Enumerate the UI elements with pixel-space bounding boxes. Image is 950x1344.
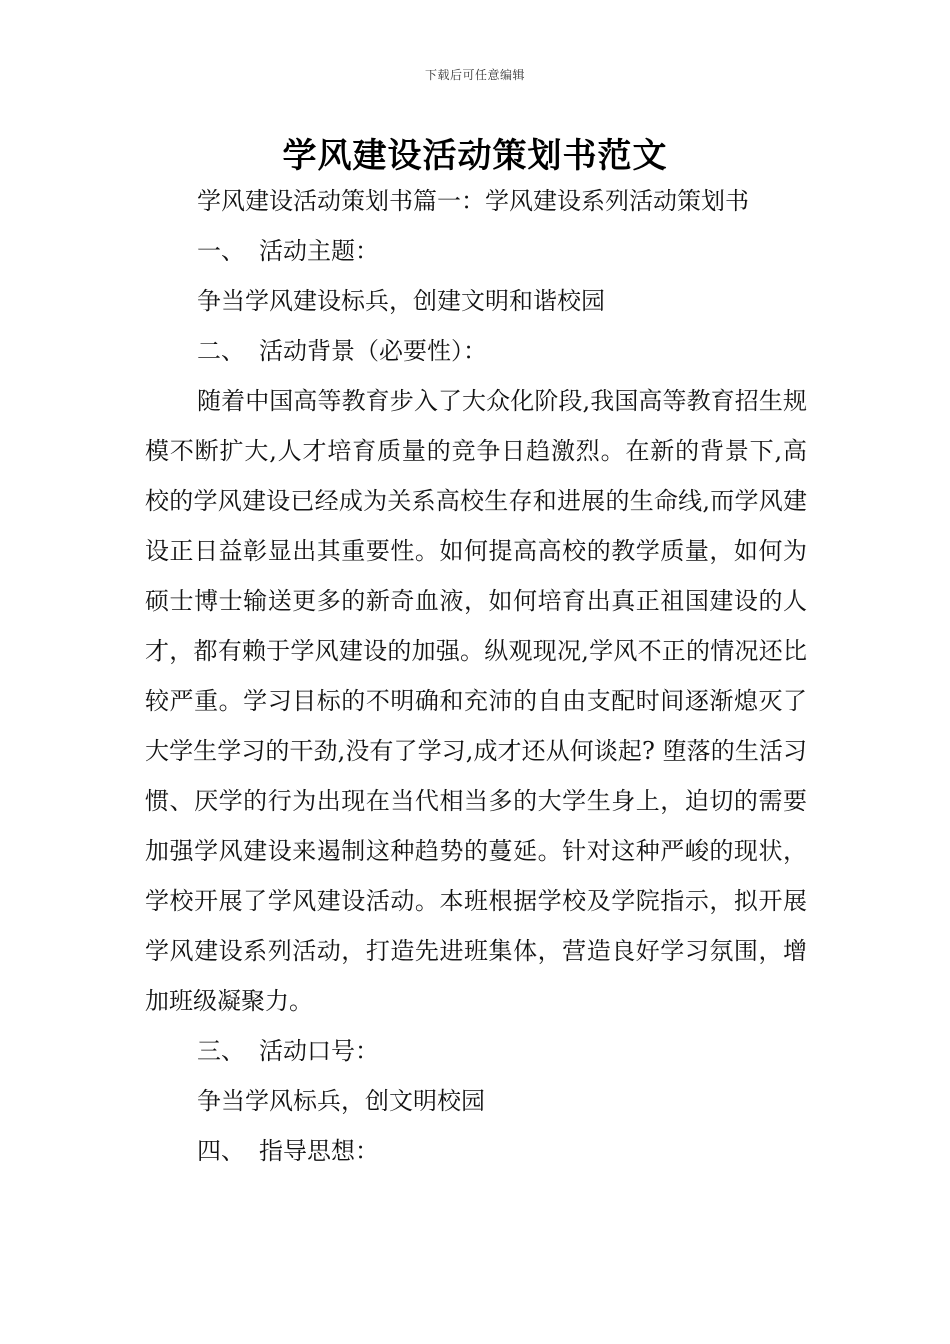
section-heading-3 — [145, 1026, 807, 1076]
section-heading-2 — [145, 326, 807, 376]
section-heading-text: 活动口号： — [259, 1037, 379, 1065]
section-number: 四、 — [197, 1137, 245, 1165]
section-heading-text: 指导思想： — [259, 1137, 379, 1165]
document-title: 学风建设活动策划书范文 — [282, 136, 668, 176]
background-paragraph: 随着中国高等教育步入了大众化阶段,我国高等教育招生规模不断扩大,人才培育质量的竞争日趋激烈。在新的背景下,高校的学风建设已经成为关系高校生存和进展的生命线,而学风建设正日益彰显出其重要性。如何提高高校的教学质量，如何为硕士博士输送更多的新奇血液，如何培育出真正祖国建设的人才，都有赖于学风建设的加强。纵观现况,学风不正的情况还比较严重。学习目标的不明确和充沛的自由支配时间逐渐熄灭了大学生学习的干劲,没有了学习,成才还从何谈起? 堕落的生活习惯、厌学的行为出现在当代相当多的大学生身上，迫切的需要加强学风建设来遏制这种趋势的蔓延。针对这种严峻的现状，学校开展了学风建设活动。本班根据学校及学院指示，拟开展学风建设系列活动，打造先进班集体，营造良好学习氛围，增加班级凝聚力。 — [145, 387, 807, 1015]
section-heading-text: 活动主题： — [259, 237, 379, 265]
section-heading-1 — [145, 226, 807, 276]
section-number: 三、 — [197, 1037, 245, 1065]
document-body — [145, 176, 807, 1176]
section-number: 一、 — [197, 237, 245, 265]
section-number: 二、 — [197, 337, 245, 365]
subtitle-line: 学风建设活动策划书篇一：学风建设系列活动策划书 — [197, 187, 749, 215]
slogan-text: 争当学风标兵，创文明校园 — [197, 1087, 485, 1115]
header-note: 下载后可任意编辑 — [424, 68, 525, 82]
theme-text: 争当学风建设标兵，创建文明和谐校园 — [197, 287, 605, 315]
section-heading-4 — [145, 1126, 807, 1176]
section-heading-text: 活动背景（必要性）： — [259, 337, 487, 365]
